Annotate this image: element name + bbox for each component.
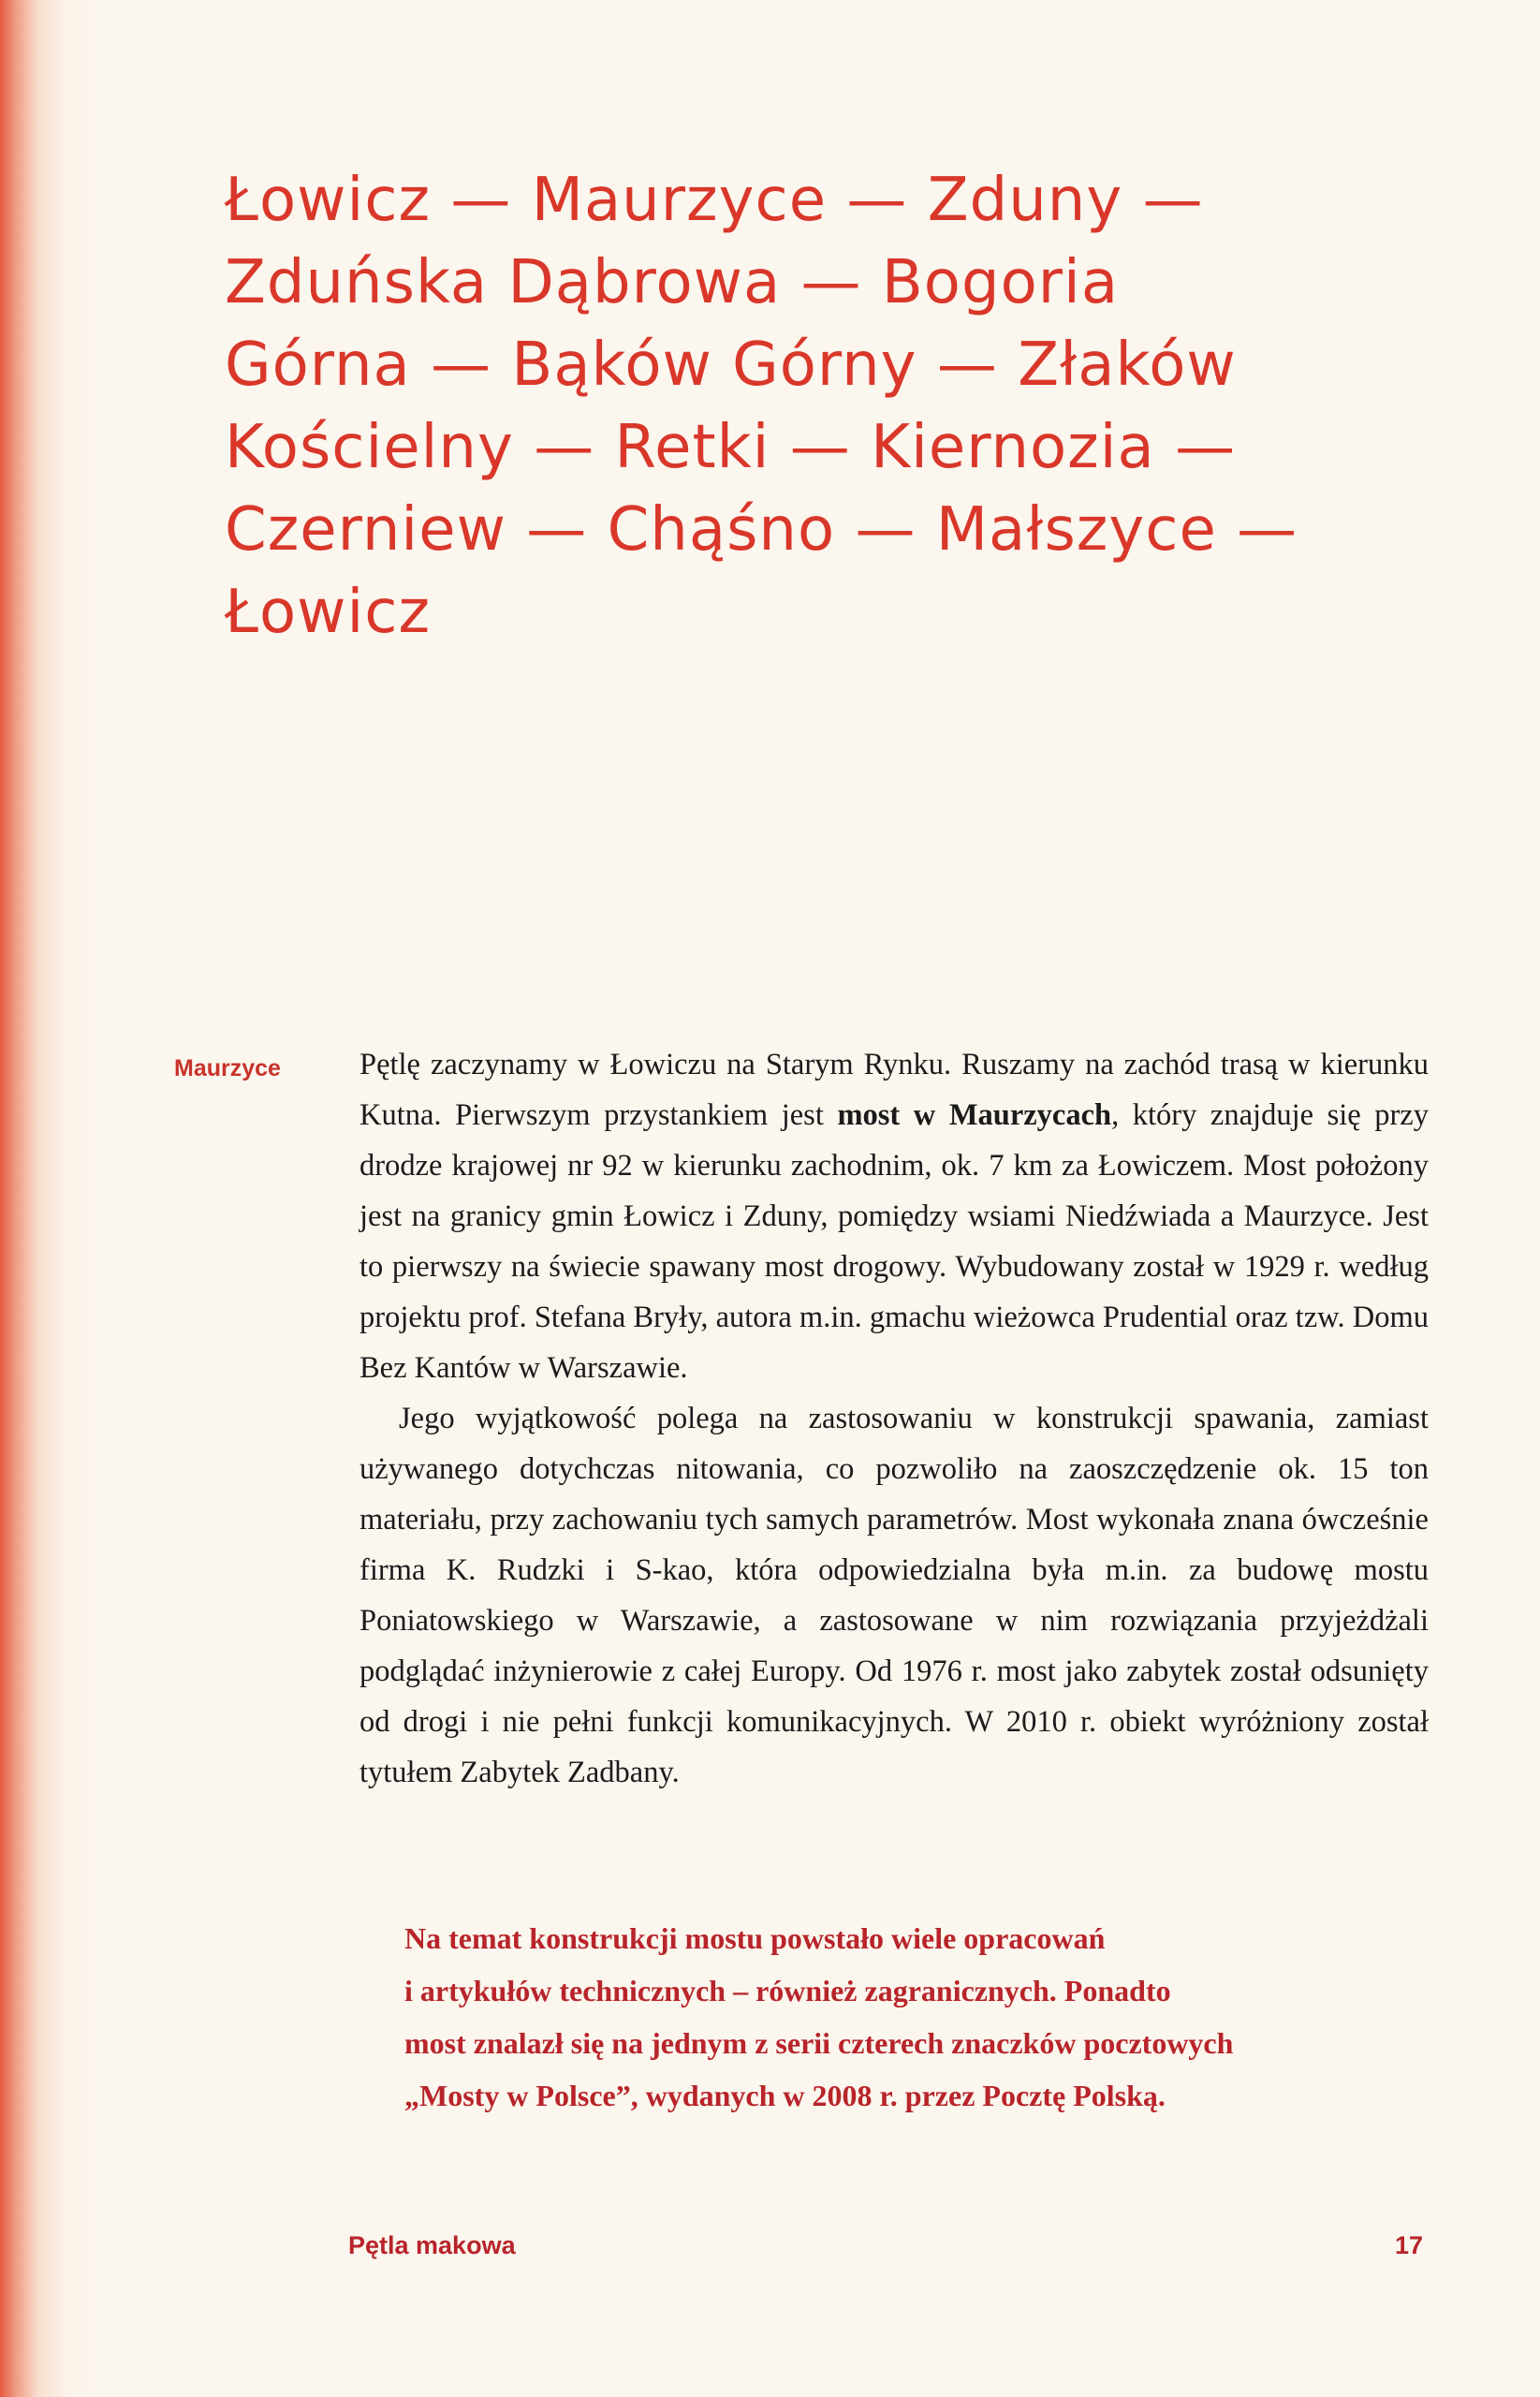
page-number: 17 [1395, 2231, 1424, 2259]
highlight-line: i artykułów technicznych – również zagranicznych. Ponadto [404, 1974, 1171, 2007]
route-title-line: Górna — Bąków Górny — Złaków [225, 331, 1237, 400]
route-title-line: Kościelny — Retki — Kiernozia — [225, 413, 1237, 482]
paragraph: Jego wyjątkowość polega na zastosowaniu w konstrukcji spawania, zamiast używanego dotychczas nitowania, co pozwoliło na zaoszczędzenie ok. 15 ton materiału, przy zachowaniu tych samych parametrów. Most wykonała znana ówcześnie firma K. Rudzki i S-kao, która odpowiedzialna była m.in. za budowę mostu Poniatowskiego w Warszawie, a zastosowane w nim rozwiązania przyjeżdżali podglądać inżynierowie z całej Europy. Od 1976 r. most jako zabytek został odsunięty od drogi i nie pełni funkcji komunikacyjnych. W 2010 r. obiekt wyróżniony został tytułem Zabytek Zadbany. [359, 1402, 1429, 1789]
paragraph-text: , który znajduje się przy drodze krajowej nr 92 w kierunku zachodnim, ok. 7 km za Łowiczem. Most położony jest na granicy gmin Łowicz i Zduny, pomiędzy wsiami Niedźwiada a Maurzyce. Jest to pierwszy na świecie spawany most drogowy. Wybudowany został w 1929 r. według projektu prof. Stefana Bryły, autora m.in. gmachu wieżowca Prudential oraz tzw. Domu Bez Kantów w Warszawie. [359, 1098, 1429, 1385]
route-title [225, 159, 1395, 654]
highlight-note [404, 1912, 1453, 2122]
route-title-line: Łowicz [225, 578, 432, 647]
emphasis-text: most w Maurzycach [837, 1098, 1112, 1132]
route-title-line: Zduńska Dąbrowa — Bogoria [225, 248, 1120, 317]
highlight-line: most znalazł się na jednym z serii czterech znaczków pocztowych [404, 2026, 1234, 2060]
margin-label: Maurzyce [174, 1055, 281, 1081]
route-title-line: Łowicz — Maurzyce — Zduny — [225, 166, 1204, 235]
highlight-line: Na temat konstrukcji mostu powstało wiele opracowań [404, 1921, 1106, 1955]
route-title-line: Czerniew — Chąśno — Małszyce — [225, 495, 1298, 565]
body-text [359, 1039, 1429, 1798]
footer-section-title: Pętla makowa [348, 2231, 516, 2259]
paragraph-text: Pętlę zaczynamy w Łowiczu na Starym Rynku. Ruszamy na zachód trasą w kierunku Kutna. Pierwszym przystankiem jest [359, 1048, 1429, 1132]
paragraph [359, 1039, 1429, 1393]
highlight-line: „Mosty w Polsce”, wydanych w 2008 r. przez Pocztę Polską. [404, 2079, 1166, 2112]
